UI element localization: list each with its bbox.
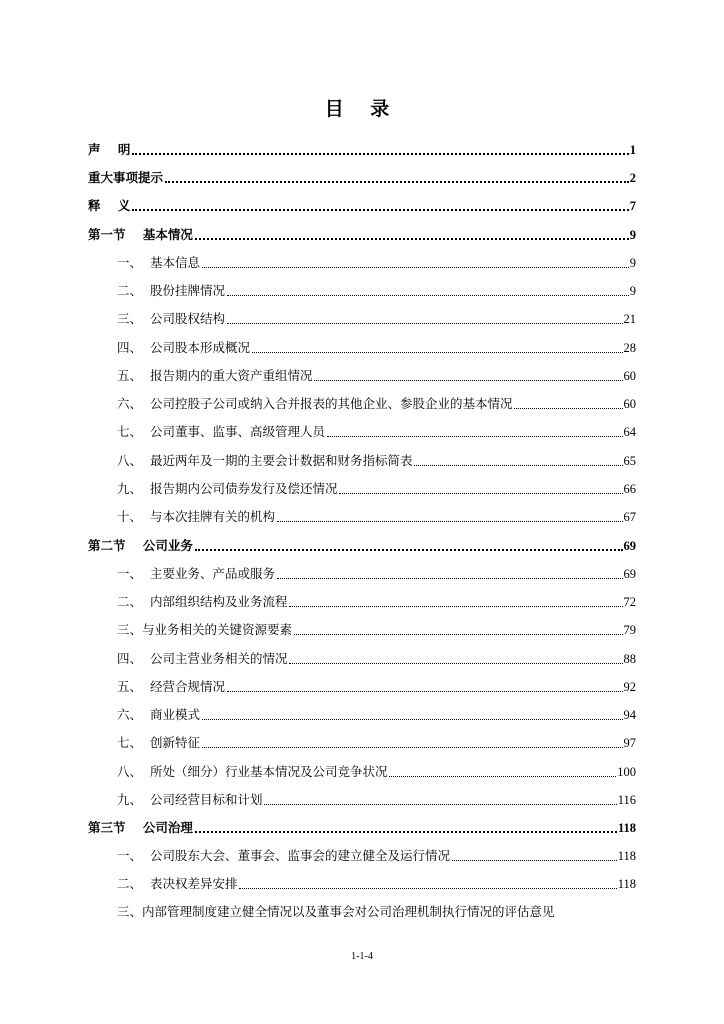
toc-entry-label: 四、 公司股本形成概况: [117, 340, 250, 355]
dot-leader: [327, 426, 623, 437]
dot-leader: [277, 511, 623, 522]
dot-leader: [202, 709, 623, 720]
dot-leader: [195, 539, 623, 551]
toc-entry[interactable]: [117, 675, 636, 695]
toc-entry-label: 重大事项提示: [88, 170, 164, 185]
toc-entry-label: 六、 公司控股子公司或纳入合并报表的其他企业、参股企业的基本情况: [117, 396, 513, 411]
dot-leader: [202, 257, 629, 268]
toc-entry[interactable]: [117, 307, 636, 327]
toc-entry-label: 九、 报告期内公司债券发行及偿还情况: [117, 481, 338, 496]
toc-entry-label: 十、 与本次挂牌有关的机构: [117, 509, 275, 524]
toc-entry[interactable]: [88, 816, 636, 836]
toc-entry[interactable]: [117, 844, 636, 864]
toc-entry[interactable]: [88, 223, 636, 243]
toc-entry-label: 第一节 基本情况: [88, 227, 193, 242]
toc-entry-page: 69: [623, 539, 636, 553]
toc-entry[interactable]: [88, 534, 636, 554]
toc-entry[interactable]: [117, 618, 636, 638]
dot-leader: [195, 821, 617, 833]
toc-entry[interactable]: [117, 449, 636, 469]
dot-leader: [239, 878, 616, 889]
dot-leader: [314, 370, 622, 381]
toc-entry[interactable]: [117, 562, 636, 582]
toc-entry-page: 65: [623, 454, 636, 468]
toc-entry-label: 二、 股份挂牌情况: [117, 283, 225, 298]
toc-entry-label: 二、 内部组织结构及业务流程: [117, 594, 288, 609]
dot-leader: [227, 285, 629, 296]
toc-entry-page: 118: [617, 821, 636, 835]
toc-entry-page: 60: [623, 369, 636, 383]
toc-entry-label: 声 明: [88, 142, 131, 157]
toc-entry[interactable]: [117, 364, 636, 384]
toc-entry-page: 79: [623, 623, 636, 637]
toc-entry-label: 三、与业务相关的关键资源要素: [117, 622, 293, 637]
toc-entry-page: 92: [623, 680, 636, 694]
toc-entry-page: 9: [629, 228, 636, 242]
dot-leader: [514, 398, 622, 409]
toc-entry-label: 七、 公司董事、监事、高级管理人员: [117, 424, 325, 439]
toc-entry[interactable]: [117, 703, 636, 723]
dot-leader: [132, 143, 628, 155]
toc-entry-label: 三、内部管理制度建立健全情况以及董事会对公司治理机制执行情况的评估意见: [117, 904, 555, 919]
dot-leader: [277, 568, 623, 579]
toc-entry[interactable]: [117, 392, 636, 412]
dot-leader: [264, 794, 616, 805]
dot-leader: [132, 199, 628, 211]
toc-entry-page: 67: [623, 510, 636, 524]
toc-entry[interactable]: [117, 900, 557, 920]
toc-entry-page: 9: [629, 284, 636, 298]
dot-leader: [289, 653, 622, 664]
toc-entry-page: 88: [623, 652, 636, 666]
dot-leader: [294, 624, 622, 635]
toc-entry-page: 9: [629, 256, 636, 270]
toc-entry-label: 六、 商业模式: [117, 707, 200, 722]
toc-entry-page: 72: [623, 595, 636, 609]
toc-entry-label: 九、 公司经营目标和计划: [117, 792, 263, 807]
toc-entry-label: 五、 经营合规情况: [117, 679, 225, 694]
dot-leader: [389, 766, 616, 777]
toc-entry-page: 1: [629, 143, 636, 157]
toc-entry[interactable]: [88, 166, 636, 186]
toc-entry-page: 100: [617, 765, 636, 779]
toc-entry[interactable]: [117, 590, 636, 610]
toc-entry-label: 二、 表决权差异安排: [117, 876, 238, 891]
toc-entry-label: 三、 公司股权结构: [117, 311, 225, 326]
toc-entry-page: 116: [617, 793, 636, 807]
dot-leader: [195, 228, 629, 240]
toc-entry-label: 五、 报告期内的重大资产重组情况: [117, 368, 313, 383]
dot-leader: [227, 681, 623, 692]
toc-entry-label: 释 义: [88, 198, 131, 213]
toc-entry[interactable]: [117, 420, 636, 440]
toc-entry-page: 7: [629, 199, 636, 213]
toc-entry-label: 一、 基本信息: [117, 255, 200, 270]
toc-entry[interactable]: [117, 336, 636, 356]
toc-entry[interactable]: [117, 760, 636, 780]
dot-leader: [414, 455, 622, 466]
dot-leader: [452, 850, 617, 861]
toc-entry[interactable]: [117, 279, 636, 299]
toc-entry[interactable]: [117, 788, 636, 808]
toc-entry-label: 第二节 公司业务: [88, 538, 193, 553]
toc-entry-page: 21: [623, 312, 636, 326]
toc-entry[interactable]: [117, 505, 636, 525]
toc-entry-page: 118: [617, 849, 636, 863]
toc-entry[interactable]: [117, 251, 636, 271]
dot-leader: [165, 171, 629, 183]
toc-entry-label: 七、 创新特征: [117, 735, 200, 750]
toc-entry[interactable]: [117, 731, 636, 751]
toc-entry-page: 60: [623, 397, 636, 411]
dot-leader: [339, 483, 622, 494]
toc-entry-page: 94: [623, 708, 636, 722]
dot-leader: [202, 737, 623, 748]
toc-entry-page: 28: [623, 341, 636, 355]
toc-entry-page: 69: [623, 567, 636, 581]
dot-leader: [252, 342, 623, 353]
toc-entry-page: 66: [623, 482, 636, 496]
toc-entry-page: 118: [617, 877, 636, 891]
toc-entry-label: 八、 最近两年及一期的主要会计数据和财务指标简表: [117, 453, 413, 468]
toc-entry-label: 第三节 公司治理: [88, 820, 193, 835]
toc-entry[interactable]: [88, 138, 636, 158]
dot-leader: [227, 313, 623, 324]
toc-entry-label: 一、 公司股东大会、董事会、监事会的建立健全及运行情况: [117, 848, 450, 863]
toc-entry[interactable]: [117, 477, 636, 497]
page-number-footer: 1-1-4: [351, 951, 373, 962]
toc-entry-page: 2: [629, 171, 636, 185]
dot-leader: [289, 596, 622, 607]
toc-entry-page: 64: [623, 425, 636, 439]
toc-entry-label: 八、 所处（细分）行业基本情况及公司竞争状况: [117, 764, 388, 779]
toc-entry-label: 四、 公司主营业务相关的情况: [117, 651, 288, 666]
toc-entry[interactable]: [117, 872, 636, 892]
toc-entry-page: 97: [623, 736, 636, 750]
page-title: 目 录: [324, 98, 400, 120]
toc-entry-label: 一、 主要业务、产品或服务: [117, 566, 275, 581]
toc-entry[interactable]: [88, 194, 636, 214]
toc-entry[interactable]: [117, 647, 636, 667]
